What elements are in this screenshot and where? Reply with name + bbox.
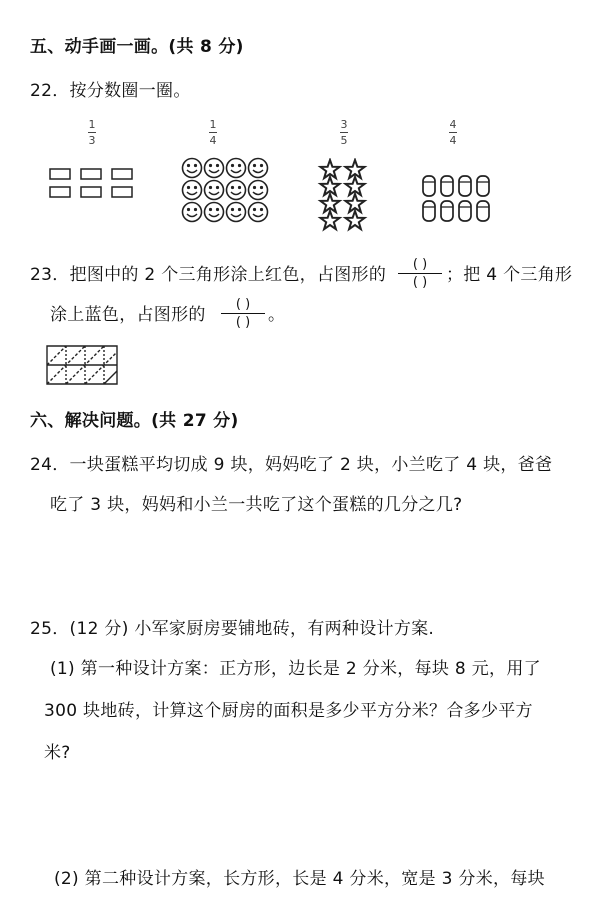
cylinder-group: [420, 174, 492, 224]
section-5-title: 五、动手画一画。(共 8 分): [30, 37, 244, 57]
fraction-denominator: 4: [209, 134, 217, 147]
fraction-label-2: [209, 118, 217, 147]
star-group: [313, 158, 373, 238]
rectangle-group: [48, 166, 134, 200]
fraction-numerator: 4: [449, 118, 457, 131]
fraction-label-3: [340, 118, 348, 147]
question-22-stem: 22．按分数圈一圈。: [30, 81, 191, 101]
answer-blank-fraction-1[interactable]: [398, 257, 442, 290]
question-23-line-2a: 涂上蓝色，占图形的: [50, 305, 206, 325]
fraction-numerator: 3: [340, 118, 348, 131]
fraction-denominator: 5: [340, 134, 348, 147]
question-23-line-2b: 。: [268, 305, 286, 325]
fraction-numerator: 1: [88, 118, 96, 131]
question-24-line-2: 吃了 3 块，妈妈和小兰一共吃了这个蛋糕的几分之几?: [50, 495, 463, 515]
question-23-line-1a: 23．把图中的 2 个三角形涂上红色，占图形的: [30, 265, 387, 285]
blank-numerator: ( ): [412, 257, 428, 272]
fraction-denominator: 3: [88, 134, 96, 147]
fraction-label-1: [88, 118, 96, 147]
question-25-stem: 25．(12 分) 小军家厨房要铺地砖，有两种设计方案.: [30, 619, 435, 639]
question-25-part-1-line-3: 米?: [44, 743, 71, 763]
question-23-line-1b: ；把 4 个三角形: [446, 265, 573, 285]
triangle-figure: [44, 342, 120, 388]
blank-denominator: ( ): [235, 315, 251, 330]
fraction-label-4: [449, 118, 457, 147]
answer-blank-fraction-2[interactable]: [221, 297, 265, 330]
fraction-numerator: 1: [209, 118, 217, 131]
blank-denominator: ( ): [412, 275, 428, 290]
blank-numerator: ( ): [235, 297, 251, 312]
fraction-denominator: 4: [449, 134, 457, 147]
question-25-part-1-line-1: (1) 第一种设计方案：正方形，边长是 2 分米，每块 8 元，用了: [50, 659, 541, 679]
question-25-part-1-line-2: 300 块地砖，计算这个厨房的面积是多少平方分米？合多少平方: [44, 701, 533, 721]
question-24-line-1: 24．一块蛋糕平均切成 9 块，妈妈吃了 2 块，小兰吃了 4 块，爸爸: [30, 455, 553, 475]
question-25-part-2-line-1: (2) 第二种设计方案，长方形，长是 4 分米，宽是 3 分米，每块: [54, 869, 545, 889]
section-6-title: 六、解决问题。(共 27 分): [30, 411, 239, 431]
smiley-face-group: [180, 157, 270, 223]
